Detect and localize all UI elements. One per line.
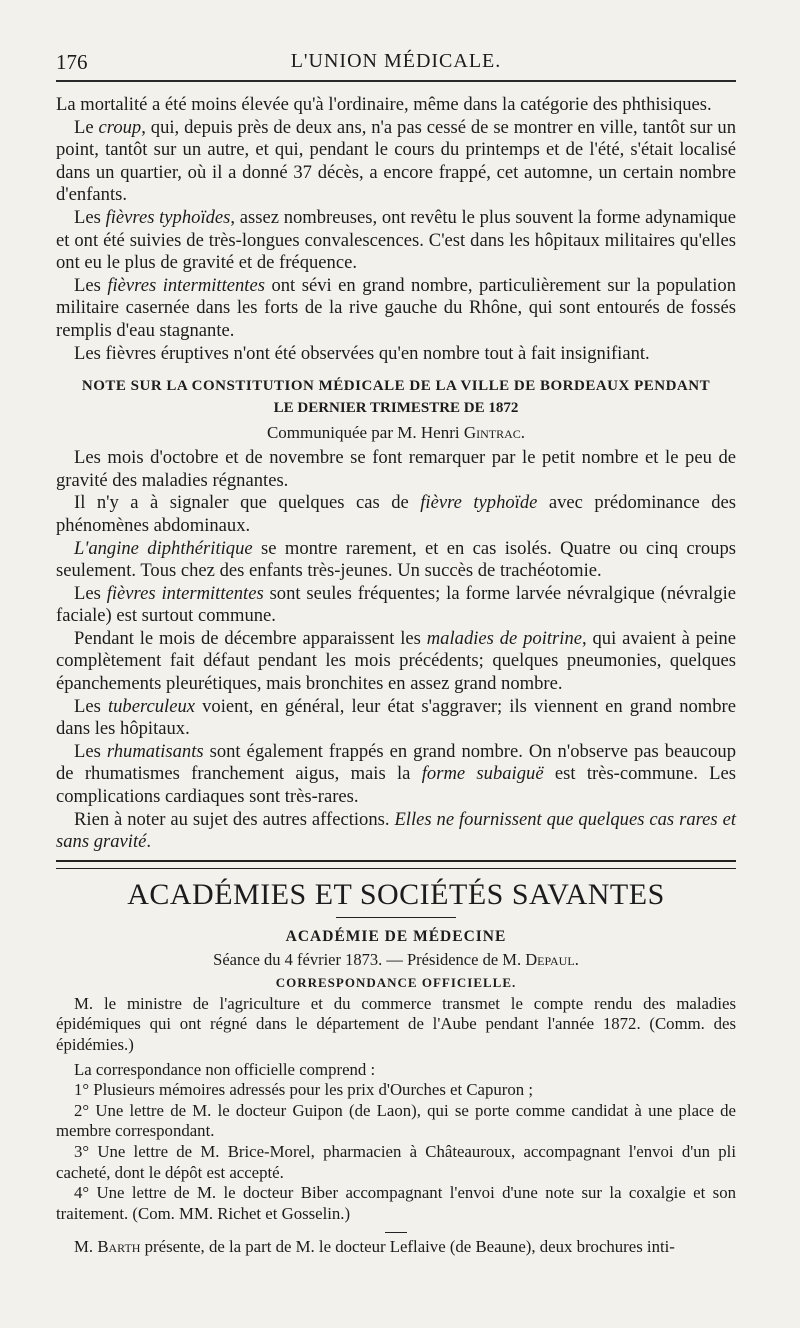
paragraph: Il n'y a à signaler que quelques cas de fièvre typhoïde avec prédominance des phénomènes abdominaux. — [56, 492, 736, 536]
list-item: 2° Une lettre de M. le docteur Guipon (de Laon), qui se porte comme candidat à une place de membre correspondant. — [56, 1100, 736, 1141]
section-credit: Communiquée par M. Henri Gintrac. — [266, 423, 526, 443]
paragraph: L'angine diphthéritique se montre rarement, et en cas isolés. Quatre ou cinq croups seulement. Tous chez des enfants très-jeunes. Un succès de trachéotomie. — [56, 537, 736, 582]
paragraph: Les fièvres intermittentes sont seules fréquentes; la forme larvée névralgique (névralgie faciale) est surtout commune. — [56, 582, 736, 627]
page-body — [56, 94, 736, 1258]
paragraph: M. le ministre de l'agriculture et du commerce transmet le compte rendu des maladies épidémiques qui ont régné dans le département de l'Aube pendant l'année 1872. (Comm. des épidémies.) — [56, 993, 736, 1054]
section-heading: LE DERNIER TRIMESTRE DE 1872 — [273, 400, 519, 417]
correspondence-heading: CORRESPONDANCE OFFICIELLE. — [275, 974, 517, 990]
paragraph: Les mois d'octobre et de novembre se font remarquer par le petit nombre et le peu de gravité des maladies régnantes. — [56, 447, 736, 491]
list-item: 1° Plusieurs mémoires adressés pour les prix d'Ourches et Capuron ; — [74, 1080, 534, 1100]
paragraph: M. Barth présente, de la part de M. le docteur Leflaive (de Beaune), deux brochures inti- — [74, 1237, 675, 1257]
paragraph: La mortalité a été moins élevée qu'à l'ordinaire, même dans la catégorie des phthisiques. — [56, 94, 712, 115]
double-rule-divider — [56, 860, 736, 869]
paragraph: Rien à noter au sujet des autres affections. Elles ne fournissent que quelques cas rares et sans gravité. — [56, 808, 736, 853]
paragraph: Les fièvres typhoïdes, assez nombreuses, ont revêtu le plus souvent la forme adynamique et ont été suivies de très-longues convalescences. C'est dans les hôpitaux militaires qu'elles ont eu le plus de gravité et de fréquence. — [56, 206, 736, 274]
page-header — [56, 48, 736, 82]
list-item: 3° Une lettre de M. Brice-Morel, pharmacien à Châteauroux, accompagnant l'envoi d'un pli cacheté, dont le dépôt est accepté. — [56, 1141, 736, 1182]
academy-heading: ACADÉMIE DE MÉDECINE — [285, 927, 507, 945]
journal-title: L'UNION MÉDICALE. — [290, 50, 502, 72]
list-item: 4° Une lettre de M. le docteur Biber accompagnant l'envoi d'une note sur la coxalgie et son traitement. (Com. MM. Richet et Gosselin.) — [56, 1183, 736, 1223]
paragraph: Les rhumatisants sont également frappés en grand nombre. On n'observe pas beaucoup de rhumatismes franchement aigus, mais la forme subaiguë est très-commune. Les complications cardiaques sont très-rares. — [56, 740, 737, 808]
short-rule-divider — [385, 1232, 407, 1233]
paragraph: Pendant le mois de décembre apparaissent les maladies de poitrine, qui avaient à peine complètement fait défaut pendant les mois précédents; quelques pneumonies, quelques épanchements pleurétiques, mais bronchites en assez grand nombre. — [56, 627, 736, 695]
short-rule-divider — [336, 917, 456, 918]
paragraph: Les fièvres éruptives n'ont été observées qu'en nombre tout à fait insignifiant. — [74, 342, 650, 364]
paragraph: Le croup, qui, depuis près de deux ans, n'a pas cessé de se montrer en ville, tantôt sur un point, tantôt sur un autre, et qui, pendant le cours du printemps et de l'été, s'était localisé dans un quartier, où il a donné 37 décès, a encore frappé, cet automne, un certain nombre d'enfants. — [56, 116, 736, 206]
session-line: Séance du 4 février 1873. — Présidence de M. Depaul. — [213, 949, 579, 969]
page-number: 176 — [56, 50, 88, 74]
paragraph: La correspondance non officielle comprend : — [74, 1059, 376, 1079]
paragraph: Les tuberculeux voient, en général, leur état s'aggraver; ils viennent en grand nombre dans les hôpitaux. — [56, 695, 736, 740]
section-title: ACADÉMIES ET SOCIÉTÉS SAVANTES — [127, 877, 665, 911]
section-heading: NOTE SUR LA CONSTITUTION MÉDICALE DE LA VILLE DE BORDEAUX PENDANT — [81, 378, 711, 395]
paragraph: Les fièvres intermittentes ont sévi en grand nombre, particulièrement sur la population militaire casernée dans les forts de la rive gauche du Rhône, qui sont entourés de fossés remplis d'eau stagnante. — [56, 274, 736, 341]
